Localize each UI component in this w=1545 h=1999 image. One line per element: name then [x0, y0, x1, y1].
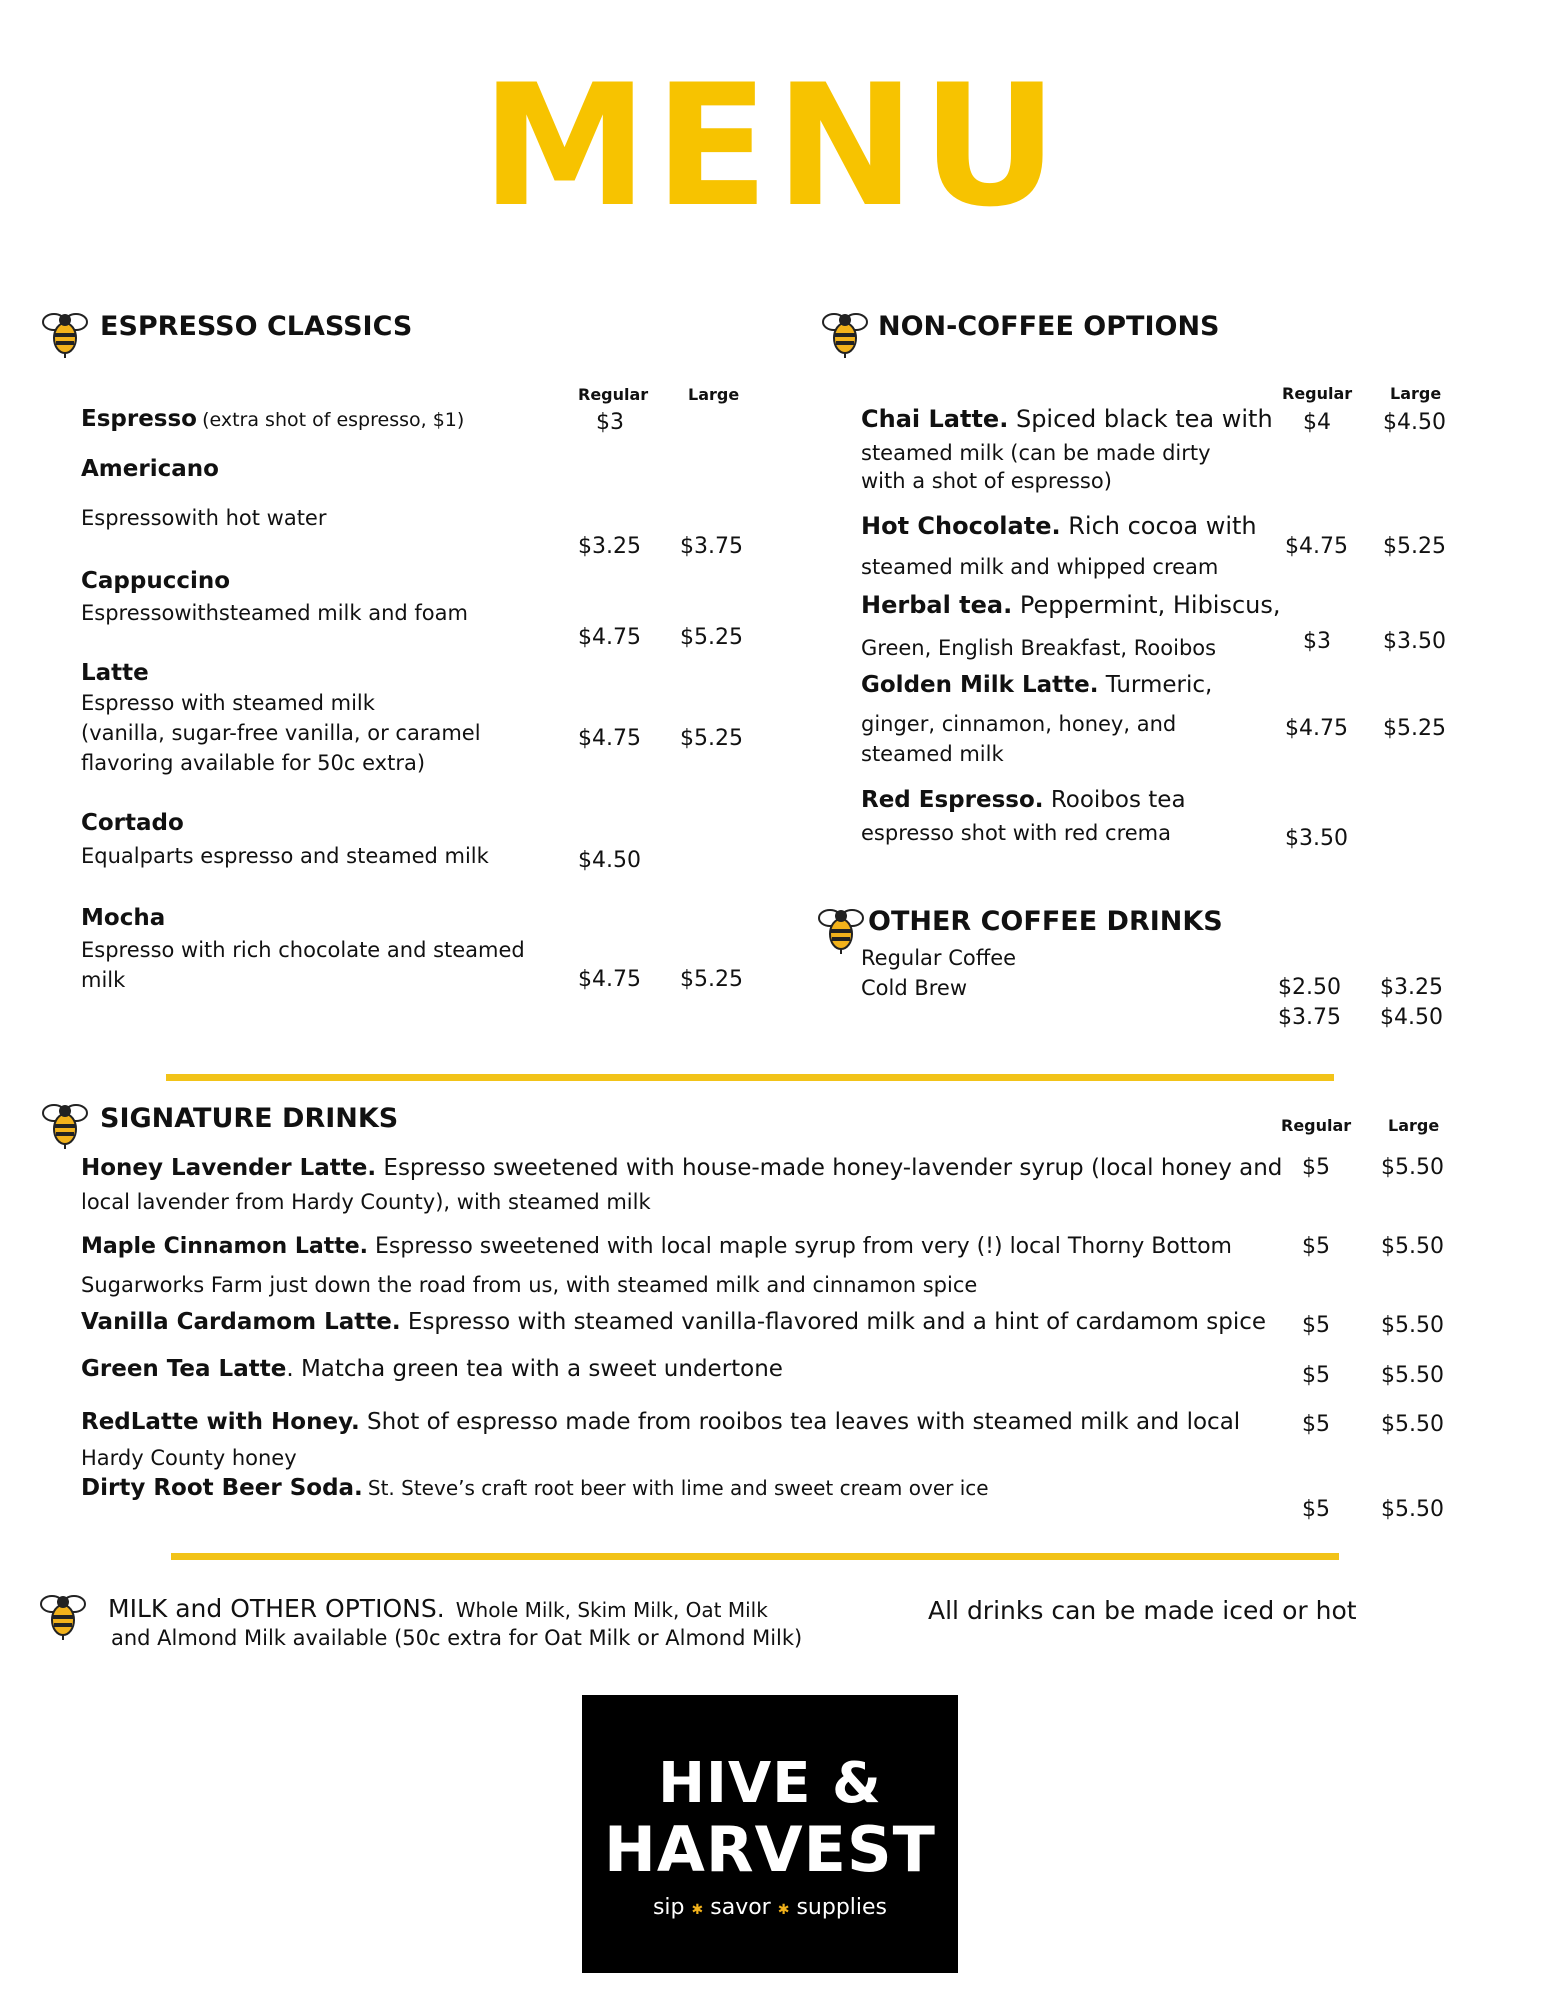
menu-item-herbal-tea: [861, 591, 1281, 619]
price-regular: $5: [1302, 1155, 1330, 1180]
milk-desc: and Almond Milk available (50c extra for Oat Milk or Almond Milk): [111, 1626, 803, 1650]
item-desc: Turmeric,: [1105, 672, 1213, 698]
item-desc: Shot of espresso made from rooibos tea leaves with steamed milk and local: [367, 1409, 1241, 1435]
logo: [582, 1695, 958, 1973]
price-regular: $4.75: [578, 625, 641, 650]
price-large: $4.50: [1380, 1005, 1443, 1030]
item-name: Cold Brew: [861, 976, 968, 1000]
menu-item-root-beer: [81, 1475, 989, 1501]
item-name: Chai Latte.: [861, 405, 1009, 433]
bee-icon: ✱: [777, 1902, 790, 1918]
non-coffee-heading: NON-COFFEE OPTIONS: [878, 311, 1220, 342]
col-regular-label: Regular: [1282, 384, 1353, 403]
col-large-label: Large: [688, 385, 740, 404]
col-regular-label: Regular: [578, 385, 649, 404]
col-regular-label: Regular: [1281, 1116, 1352, 1135]
price-large: $5.50: [1381, 1234, 1444, 1259]
milk-options: [108, 1594, 768, 1623]
price-regular: $4.75: [1285, 534, 1348, 559]
tagline-word: savor: [710, 1895, 771, 1920]
page-title: MENU: [481, 48, 1064, 244]
item-desc: espresso shot with red crema: [861, 821, 1171, 845]
price-large: $5.25: [680, 726, 743, 751]
item-desc: Green, English Breakfast, Rooibos: [861, 636, 1217, 660]
price-regular: $2.50: [1278, 975, 1341, 1000]
menu-item-red-espresso: [861, 787, 1186, 813]
divider: [166, 1074, 1334, 1081]
price-large: $5.25: [1383, 716, 1446, 741]
divider: [171, 1553, 1339, 1560]
bee-icon: [36, 1588, 90, 1642]
price-large: $5.50: [1381, 1497, 1444, 1522]
menu-item-green-tea: [81, 1356, 783, 1382]
col-large-label: Large: [1388, 1116, 1440, 1135]
item-desc: Espressowithsteamed milk and foam: [81, 601, 468, 625]
item-desc: Espressowith hot water: [81, 506, 327, 530]
menu-item-honey-lavender: [81, 1155, 1282, 1181]
item-desc: flavoring available for 50c extra): [81, 751, 426, 775]
item-name: Cortado: [81, 810, 184, 836]
price-regular: $4.50: [578, 848, 641, 873]
menu-item-maple-cinnamon: [81, 1234, 1232, 1259]
price-regular: $4.75: [578, 967, 641, 992]
bee-icon: [818, 306, 872, 360]
espresso-classics-heading: ESPRESSO CLASSICS: [100, 311, 413, 342]
item-name: Espresso: [81, 406, 197, 432]
price-regular: $3: [1303, 629, 1331, 654]
item-name: Latte: [81, 660, 149, 686]
price-large: $5.25: [1383, 534, 1446, 559]
menu-item-golden-milk: [861, 672, 1212, 698]
item-desc: Espresso sweetened with local maple syrup from very (!) local Thorny Bottom: [375, 1234, 1232, 1259]
price-large: $3.75: [680, 534, 743, 559]
item-name: RedLatte with Honey.: [81, 1409, 360, 1435]
item-desc: Espresso with steamed milk: [81, 691, 375, 715]
item-desc: Espresso with steamed vanilla-flavored milk and a hint of cardamom spice: [407, 1309, 1267, 1335]
price-regular: $5: [1302, 1313, 1330, 1338]
item-desc: local lavender from Hardy County), with steamed milk: [81, 1190, 651, 1214]
item-desc: steamed milk: [861, 742, 1004, 766]
item-desc: Hardy County honey: [81, 1446, 297, 1470]
item-name: Dirty Root Beer Soda.: [81, 1475, 363, 1501]
item-desc: St. Steve’s craft root beer with lime and sweet cream over ice: [367, 1476, 989, 1500]
price-regular: $5: [1302, 1234, 1330, 1259]
menu-item-hot-chocolate: [861, 512, 1257, 540]
item-desc: (vanilla, sugar-free vanilla, or caramel: [81, 721, 481, 745]
logo-tagline: [582, 1895, 958, 1920]
item-note: (extra shot of espresso, $1): [202, 409, 465, 431]
bee-icon: [38, 306, 92, 360]
item-name: Vanilla Cardamom Latte.: [81, 1309, 401, 1335]
menu-item-vanilla-cardamom: [81, 1309, 1266, 1335]
item-name: Hot Chocolate.: [861, 512, 1061, 540]
price-large: $3.25: [1380, 975, 1443, 1000]
item-desc: ginger, cinnamon, honey, and: [861, 712, 1177, 736]
item-desc: Spiced black tea with: [1015, 405, 1273, 433]
price-regular: $5: [1302, 1497, 1330, 1522]
price-regular: $4: [1303, 410, 1331, 435]
item-desc: Rooibos tea: [1050, 787, 1186, 813]
price-large: $5.50: [1381, 1412, 1444, 1437]
item-name: Green Tea Latte: [81, 1356, 287, 1382]
item-name: Red Espresso.: [861, 787, 1044, 813]
price-regular: $5: [1302, 1412, 1330, 1437]
logo-line-2: HARVEST: [604, 1813, 936, 1886]
item-desc: steamed milk and whipped cream: [861, 555, 1219, 579]
iced-note: All drinks can be made iced or hot: [928, 1596, 1357, 1625]
price-large: $5.25: [680, 625, 743, 650]
milk-desc: Whole Milk, Skim Milk, Oat Milk: [455, 1598, 768, 1622]
item-desc: Espresso with rich chocolate and steamed: [81, 938, 525, 962]
item-name: Herbal tea.: [861, 591, 1013, 619]
menu-item-chai: [861, 405, 1273, 433]
tagline-word: sip: [652, 1895, 685, 1920]
item-name: Cappuccino: [81, 568, 231, 594]
price-large: $5.50: [1381, 1313, 1444, 1338]
bee-icon: ✱: [691, 1902, 704, 1918]
item-desc: Espresso sweetened with house-made honey-lavender syrup (local honey and: [383, 1155, 1283, 1181]
item-name: Regular Coffee: [861, 946, 1017, 970]
item-name: Golden Milk Latte.: [861, 672, 1099, 698]
item-name: Mocha: [81, 905, 166, 931]
item-name: Americano: [81, 456, 219, 482]
price-large: $4.50: [1383, 410, 1446, 435]
item-desc: with a shot of espresso): [861, 469, 1112, 493]
price-regular: $3.50: [1285, 826, 1348, 851]
price-large: $5.50: [1381, 1155, 1444, 1180]
item-desc: Peppermint, Hibiscus,: [1019, 591, 1281, 619]
bee-icon: [38, 1097, 92, 1151]
item-desc: steamed milk (can be made dirty: [861, 441, 1211, 465]
item-desc: . Matcha green tea with a sweet undertone: [286, 1356, 783, 1382]
price-large: $5.25: [680, 967, 743, 992]
item-desc: milk: [81, 968, 126, 992]
item-desc: Equalparts espresso and steamed milk: [81, 844, 489, 868]
price-large: $5.50: [1381, 1363, 1444, 1388]
signature-heading: SIGNATURE DRINKS: [100, 1103, 399, 1134]
price-regular: $4.75: [578, 726, 641, 751]
item-desc: Rich cocoa with: [1068, 512, 1257, 540]
menu-item-espresso: [81, 406, 464, 432]
price-regular: $5: [1302, 1363, 1330, 1388]
item-desc: Sugarworks Farm just down the road from us, with steamed milk and cinnamon spice: [81, 1273, 978, 1297]
milk-heading: MILK and OTHER OPTIONS.: [108, 1594, 445, 1623]
col-large-label: Large: [1390, 384, 1442, 403]
price-regular: $4.75: [1285, 716, 1348, 741]
price-large: $3.50: [1383, 629, 1446, 654]
menu-item-red-latte: [81, 1409, 1240, 1435]
price-regular: $3: [596, 410, 624, 435]
bee-icon: [814, 902, 868, 956]
tagline-word: supplies: [796, 1895, 888, 1920]
item-name: Honey Lavender Latte.: [81, 1155, 377, 1181]
item-name: Maple Cinnamon Latte.: [81, 1234, 368, 1259]
price-regular: $3.75: [1278, 1005, 1341, 1030]
price-regular: $3.25: [578, 534, 641, 559]
other-coffee-heading: OTHER COFFEE DRINKS: [868, 906, 1223, 937]
logo-line-1: HIVE &: [658, 1751, 882, 1816]
